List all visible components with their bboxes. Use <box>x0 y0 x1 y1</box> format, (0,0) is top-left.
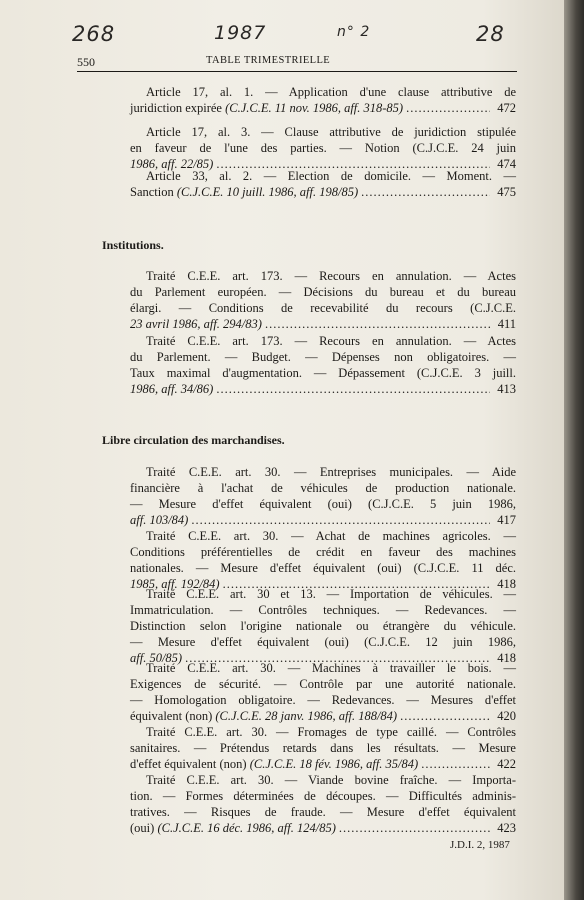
entry-last-line <box>130 184 516 200</box>
entry-line: sanitaires. — Prétendus retards dans les résultats. — Mesure <box>130 741 516 755</box>
entry-text-plain: juridiction expirée <box>130 101 226 115</box>
header-rule <box>77 71 517 72</box>
entry-citation: 1986, aff. 34/86) <box>130 382 214 396</box>
entry-line: Exigences de sécurité. — Contrôle par une autorité nationale. <box>130 677 516 691</box>
index-entry <box>130 772 516 836</box>
book-gutter <box>564 0 584 900</box>
index-entry <box>130 168 516 200</box>
entry-line: Traité C.E.E. art. 173. — Recours en annulation. — Actes <box>146 269 516 283</box>
entry-line: tratives. — Risques de fraude. — Mesure d'effet équivalent <box>130 805 516 819</box>
entry-citation: 1985, aff. 192/84) <box>130 577 220 591</box>
section-heading: Institutions. <box>102 238 164 252</box>
entry-last-line <box>130 820 516 836</box>
index-entry <box>130 724 516 772</box>
entry-last-text <box>130 184 358 200</box>
index-entry <box>130 528 516 592</box>
index-entry <box>130 268 516 332</box>
section-heading: Libre circulation des marchandises. <box>102 433 285 447</box>
entry-page-ref: 411 <box>497 317 516 331</box>
entry-page-ref: 423 <box>497 821 516 835</box>
entry-line: nationales. — Mesure d'effet équivalent (oui) (C.J.C.E. 11 déc. <box>130 561 516 575</box>
entry-line: Traité C.E.E. art. 173. — Recours en annulation. — Actes <box>146 334 516 348</box>
index-entry <box>130 333 516 397</box>
entry-last-line <box>130 512 516 528</box>
entry-line: du Parlement. — Budget. — Dépenses non obligatoires. — <box>130 350 516 364</box>
entry-page-ref: 418 <box>497 577 516 591</box>
index-entry <box>130 464 516 528</box>
entry-line: Traité C.E.E. art. 30. — Entreprises municipales. — Aide <box>146 465 516 479</box>
handwritten-note: 1987 <box>214 22 267 44</box>
footer-reference: J.D.I. 2, 1987 <box>450 839 510 851</box>
entry-citation: (C.J.C.E. 10 juill. 1986, aff. 198/85) <box>176 185 359 199</box>
entry-last-line <box>130 381 516 397</box>
entry-page-ref: 472 <box>497 101 516 115</box>
entry-text-plain: Sanction <box>130 185 177 199</box>
entry-page-ref: 420 <box>497 709 516 723</box>
entry-line: Article 17, al. 3. — Clause attributive de juridiction stipulée <box>146 125 516 139</box>
index-entry <box>130 660 516 724</box>
dot-leader <box>421 756 490 772</box>
entry-line: Taux maximal d'augmentation. — Dépassement (C.J.C.E. 3 juill. <box>130 366 516 380</box>
entry-line: — Mesure d'effet équivalent (oui) (C.J.C.E. 12 juin 1986, <box>130 635 516 649</box>
entry-last-text <box>130 316 262 332</box>
entry-citation: (C.J.C.E. 28 janv. 1986, aff. 188/84) <box>215 709 398 723</box>
entry-last-text <box>130 820 336 836</box>
entry-citation: 23 avril 1986, aff. 294/83) <box>130 317 262 331</box>
dot-leader <box>406 100 490 116</box>
entry-line: — Mesure d'effet équivalent (oui) (C.J.C.E. 5 juin 1986, <box>130 497 516 511</box>
handwritten-note: 268 <box>72 22 116 46</box>
index-entry <box>130 586 516 666</box>
dot-leader <box>191 512 490 528</box>
entry-line: Traité C.E.E. art. 30. — Machines à travailler le bois. — <box>146 661 516 675</box>
entry-line: tion. — Formes déterminées de découpes. — Difficultés adminis- <box>130 789 516 803</box>
entry-citation: (C.J.C.E. 18 fév. 1986, aff. 35/84) <box>249 757 419 771</box>
entry-last-line <box>130 316 516 332</box>
entry-page-ref: 413 <box>497 382 516 396</box>
entry-line: Distinction selon l'origine nationale ou étrangère du véhicule. <box>130 619 516 633</box>
entry-last-line <box>130 708 516 724</box>
entry-last-text <box>130 381 213 397</box>
index-entry <box>130 84 516 116</box>
entry-citation: aff. 50/85) <box>130 651 183 665</box>
entry-last-text <box>130 756 418 772</box>
entry-text-plain: d'effet équivalent (non) <box>130 757 250 771</box>
page-number: 550 <box>77 55 95 69</box>
entry-citation: (C.J.C.E. 11 nov. 1986, aff. 318-85) <box>225 101 404 115</box>
entry-line: Traité C.E.E. art. 30. — Achat de machines agricoles. — <box>146 529 516 543</box>
entry-citation: 1986, aff. 22/85) <box>130 157 214 171</box>
entry-text-plain: équivalent (non) <box>130 709 216 723</box>
entry-line: Traité C.E.E. art. 30. — Fromages de type caillé. — Contrôles <box>146 725 516 739</box>
entry-line: du Parlement européen. — Décisions du bureau et du bureau <box>130 285 516 299</box>
entry-line: Traité C.E.E. art. 30. — Viande bovine fraîche. — Importa- <box>146 773 516 787</box>
entry-line: en faveur de l'une des parties. — Notion (C.J.C.E. 24 juin <box>130 141 516 155</box>
entry-page-ref: 417 <box>497 513 516 527</box>
entry-last-line <box>130 100 516 116</box>
entry-last-line <box>130 756 516 772</box>
entry-line: Conditions préférentielles de crédit en faveur des machines <box>130 545 516 559</box>
entry-line: financière à l'achat de véhicules de production nationale. <box>130 481 516 495</box>
entry-page-ref: 475 <box>497 185 516 199</box>
entry-line: Traité C.E.E. art. 30 et 13. — Importation de véhicules. — <box>146 587 516 601</box>
entry-page-ref: 418 <box>497 651 516 665</box>
dot-leader <box>216 381 490 397</box>
entry-line: Article 33, al. 2. — Election de domicile. — Moment. — <box>146 169 516 183</box>
dot-leader <box>400 708 490 724</box>
entry-last-text <box>130 708 397 724</box>
entry-line: Immatriculation. — Contrôles techniques. — Redevances. — <box>130 603 516 617</box>
running-title: TABLE TRIMESTRIELLE <box>206 55 331 66</box>
handwritten-note: n° 2 <box>337 24 371 40</box>
dot-leader <box>339 820 490 836</box>
entry-page-ref: 422 <box>497 757 516 771</box>
entry-line: — Homologation obligatoire. — Redevances. — Mesures d'effet <box>130 693 516 707</box>
entry-text-plain: (oui) <box>130 821 158 835</box>
entry-citation: aff. 103/84) <box>130 513 189 527</box>
entry-line: élargi. — Conditions de recevabilité du recours (C.J.C.E. <box>130 301 516 315</box>
entry-citation: (C.J.C.E. 16 déc. 1986, aff. 124/85) <box>157 821 336 835</box>
entry-line: Article 17, al. 1. — Application d'une clause attributive de <box>146 85 516 99</box>
index-entry <box>130 124 516 172</box>
entry-page-ref: 474 <box>497 157 516 171</box>
dot-leader <box>361 184 490 200</box>
entry-last-text <box>130 100 403 116</box>
handwritten-note: 28 <box>476 22 505 46</box>
entry-last-text <box>130 512 188 528</box>
dot-leader <box>265 316 491 332</box>
